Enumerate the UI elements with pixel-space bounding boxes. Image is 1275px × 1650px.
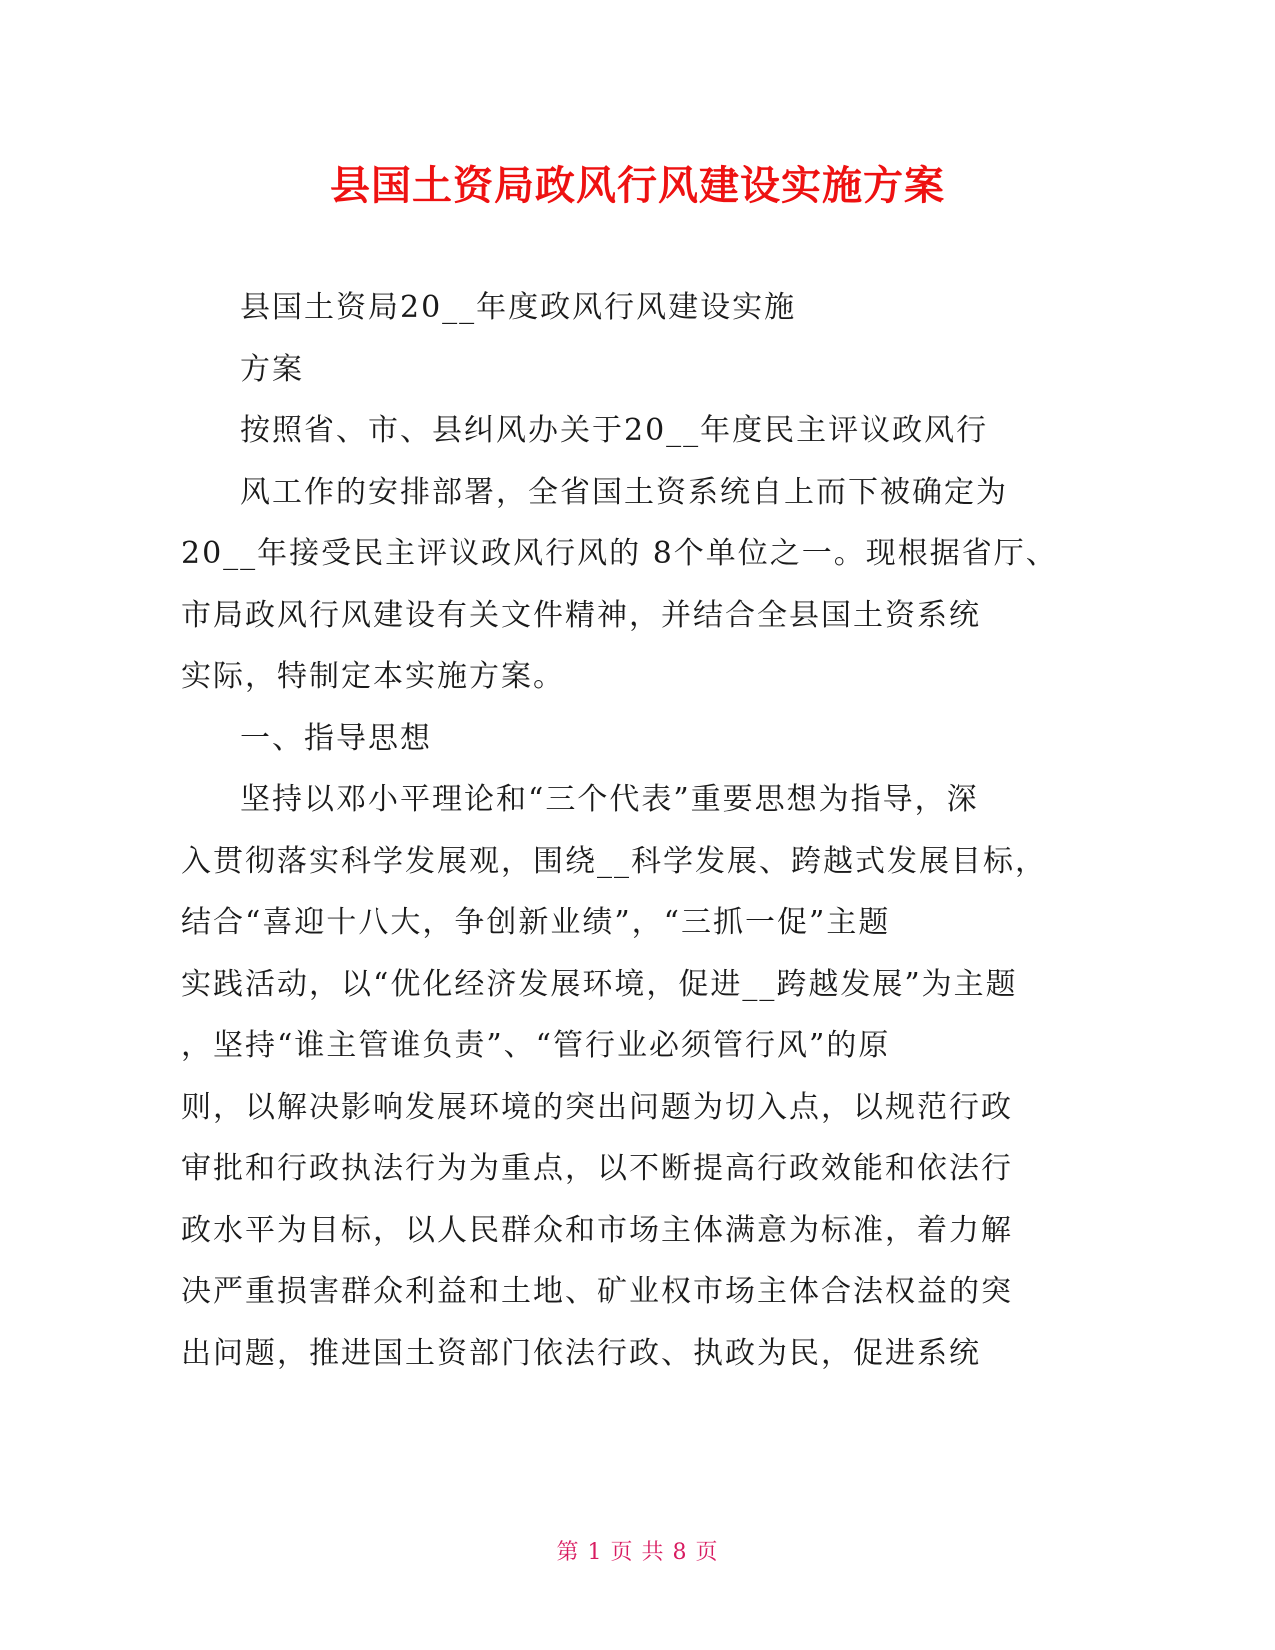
body-line: 坚持以邓小平理论和“三个代表”重要思想为指导，深 bbox=[240, 782, 979, 817]
page-number-footer: 第 1 页 共 8 页 bbox=[556, 1540, 719, 1565]
body-line: 决严重损害群众利益和土地、矿业权市场主体合法权益的突 bbox=[181, 1274, 1013, 1309]
body-line: 方案 bbox=[240, 352, 304, 387]
document-title: 县国土资局政风行风建设实施方案 bbox=[330, 163, 945, 209]
body-line: 出问题，推进国土资部门依法行政、执政为民，促进系统 bbox=[181, 1336, 981, 1371]
body-line: 实践活动，以“优化经济发展环境，促进__跨越发展”为主题 bbox=[181, 967, 1018, 1002]
body-line: 政水平为目标，以人民群众和市场主体满意为标准，着力解 bbox=[181, 1213, 1013, 1248]
body-line: 入贯彻落实科学发展观，围绕__科学发展、跨越式发展目标， bbox=[181, 844, 1047, 879]
body-line: 风工作的安排部署，全省国土资系统自上而下被确定为 bbox=[240, 475, 1008, 510]
body-line: 则，以解决影响发展环境的突出问题为切入点，以规范行政 bbox=[181, 1090, 1013, 1125]
body-line: 审批和行政执法行为为重点，以不断提高行政效能和依法行 bbox=[181, 1151, 1013, 1186]
section-heading: 一、指导思想 bbox=[240, 721, 432, 756]
body-line: ，坚持“谁主管谁负责”、“管行业必须管行风”的原 bbox=[181, 1028, 891, 1063]
body-line: 20__年接受民主评议政风行风的 8个单位之一。现根据省厅、 bbox=[181, 536, 1058, 571]
body-line: 按照省、市、县纠风办关于20__年度民主评议政风行 bbox=[240, 413, 989, 448]
body-line: 市局政风行风建设有关文件精神，并结合全县国土资系统 bbox=[181, 598, 981, 633]
body-line: 县国土资局20__年度政风行风建设实施 bbox=[240, 290, 797, 325]
body-line: 实际，特制定本实施方案。 bbox=[181, 659, 565, 694]
body-line: 结合“喜迎十八大，争创新业绩”，“三抓一促”主题 bbox=[181, 905, 891, 940]
